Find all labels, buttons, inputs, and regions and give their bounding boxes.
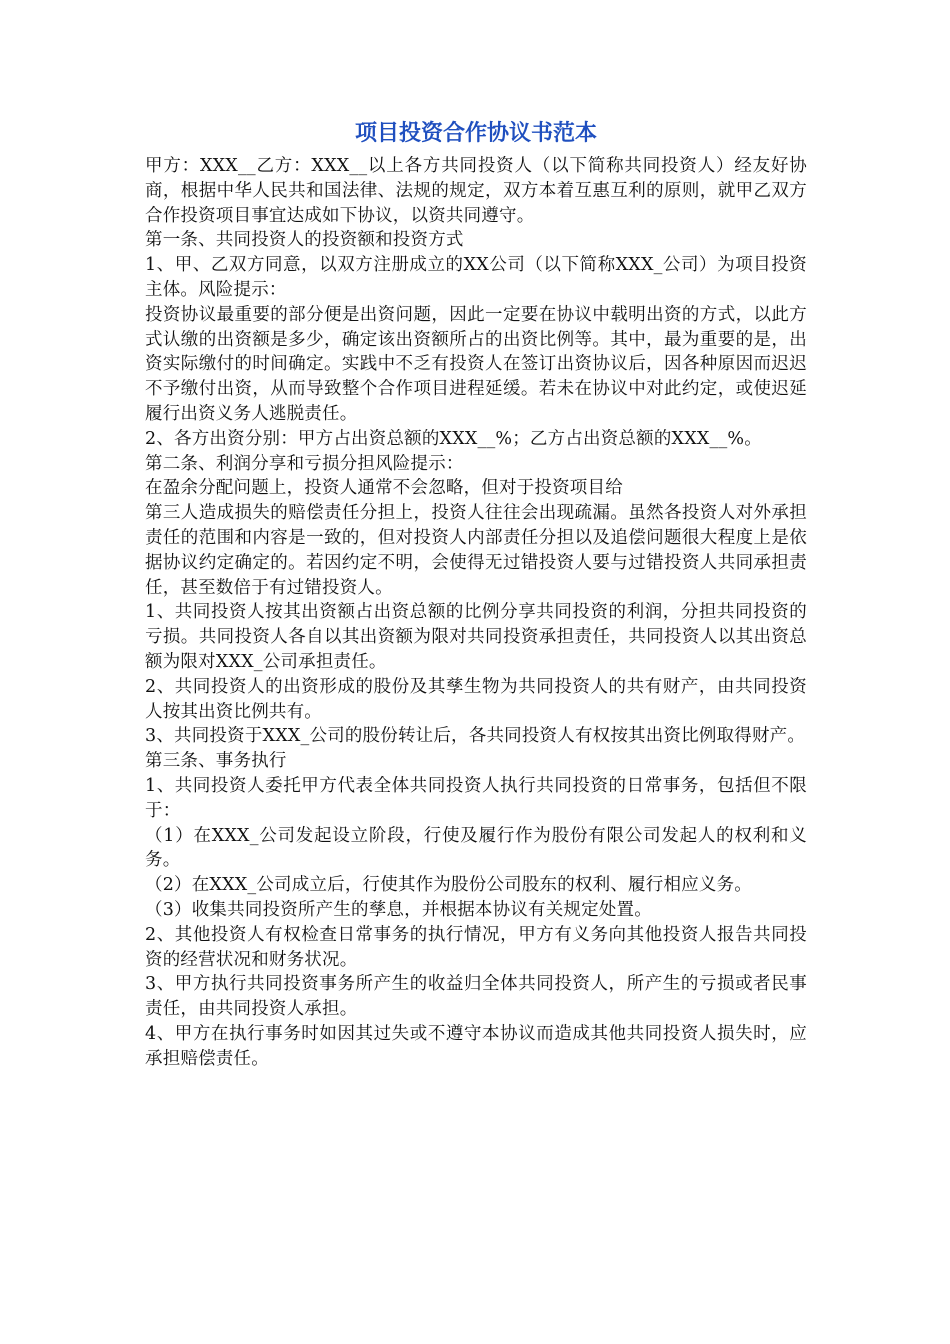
paragraph-risk-note-2a: 在盈余分配问题上，投资人通常不会忽略，但对于投资项目给	[145, 478, 623, 499]
paragraph-article-3-sub-1: （1）在XXX_公司发起设立阶段，行使及履行作为股份有限公司发起人的权利和义务。	[145, 825, 807, 871]
document-page	[145, 118, 807, 1071]
paragraph-article-3-item-1: 1、共同投资人委托甲方代表全体共同投资人执行共同投资的日常事务，包括但不限于：	[145, 775, 807, 821]
paragraph-article-3-item-4: 4、甲方在执行事务时如因其过失或不遵守本协议而造成其他共同投资人损失时，应承担赔偿责任。	[145, 1023, 807, 1069]
paragraph-article-3-item-3: 3、甲方执行共同投资事务所产生的收益归全体共同投资人，所产生的亏损或者民事责任，由共同投资人承担。	[145, 974, 807, 1020]
heading-article-1: 第一条、共同投资人的投资额和投资方式	[145, 230, 464, 251]
paragraph-article-1-item-1: 1、甲、乙双方同意，以双方注册成立的XX公司（以下简称XXX_公司）为项目投资主体。风险提示：	[145, 255, 807, 300]
paragraph-article-3-sub-2: （2）在XXX_公司成立后，行使其作为股份公司股东的权利、履行相应义务。	[145, 875, 752, 896]
paragraph-article-2-item-1: 1、共同投资人按其出资额占出资总额的比例分享共同投资的利润，分担共同投资的亏损。共同投资人各自以其出资额为限对共同投资承担责任，共同投资人以其出资总额为限对XXX_公司承担责任。	[145, 602, 807, 672]
paragraph-article-2-item-3: 3、共同投资于XXX_公司的股份转让后，各共同投资人有权按其出资比例取得财产。	[145, 726, 806, 747]
paragraph-parties: 甲方：XXX__乙方：XXX__以上各方共同投资人（以下简称共同投资人）经友好协商，根据中华人民共和国法律、法规的规定，双方本着互惠互利的原则，就甲乙双方合作投资项目事宜达成如下协议，以资共同遵守。	[145, 156, 807, 226]
paragraph-article-2-item-2: 2、共同投资人的出资形成的股份及其孳生物为共同投资人的共有财产，由共同投资人按其出资比例共有。	[145, 676, 807, 722]
paragraph-risk-note-1: 投资协议最重要的部分便是出资问题，因此一定要在协议中载明出资的方式，以此方式认缴的出资额是多少，确定该出资额所占的出资比例等。其中，最为重要的是，出资实际缴付的时间确定。实践中不乏有投资人在签订出资协议后，因各种原因而迟迟不予缴付出资，从而导致整个合作项目进程延缓。若未在协议中对此约定，或使迟延履行出资义务人逃脱责任。	[145, 304, 807, 424]
paragraph-article-3-sub-3: （3）收集共同投资所产生的孳息，并根据本协议有关规定处置。	[145, 899, 652, 920]
heading-article-2: 第二条、利润分享和亏损分担风险提示：	[145, 453, 464, 474]
paragraph-risk-note-2b: 第三人造成损失的赔偿责任分担上，投资人往往会出现疏漏。虽然各投资人对外承担责任的范围和内容是一致的，但对投资人内部责任分担以及追偿问题很大程度上是依据协议约定确定的。若因约定不明，会使得无过错投资人要与过错投资人共同承担责任，甚至数倍于有过错投资人。	[145, 503, 807, 598]
paragraph-article-1-item-2: 2、各方出资分别：甲方占出资总额的XXX__%；乙方占出资总额的XXX__%。	[145, 428, 762, 449]
heading-article-3: 第三条、事务执行	[145, 751, 287, 772]
document-title: 项目投资合作协议书范本	[354, 121, 597, 146]
paragraph-article-3-item-2: 2、其他投资人有权检查日常事务的执行情况，甲方有义务向其他投资人报告共同投资的经营状况和财务状况。	[145, 924, 807, 970]
